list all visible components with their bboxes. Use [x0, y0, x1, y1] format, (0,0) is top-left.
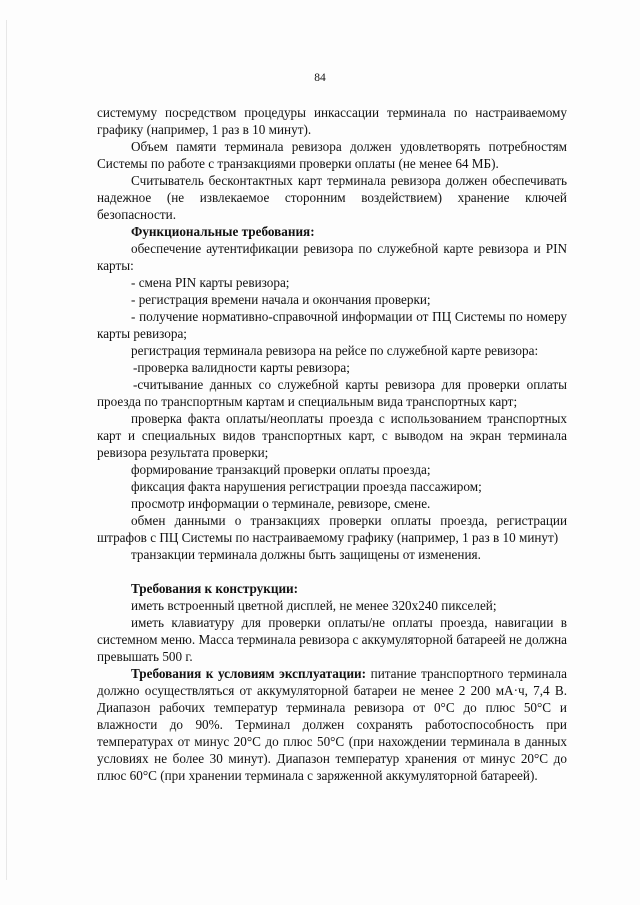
paragraph: просмотр информации о терминале, ревизоре, смене. [131, 496, 431, 511]
paragraph: системуму посредством процедуры инкассации терминала по настраиваемому графику (например, 1 раз в 10 минут). [97, 105, 567, 137]
list-item: -проверка валидности карты ревизора; [133, 360, 350, 375]
section-heading-inline: Требования к условиям эксплуатации: [131, 666, 367, 681]
list-item: - смена PIN карты ревизора; [131, 275, 290, 290]
page-number: 84 [314, 72, 326, 84]
scan-edge [6, 20, 7, 880]
paragraph: транзакции терминала должны быть защищены от изменения. [131, 547, 481, 562]
list-item: -считывание данных со служебной карты ревизора для проверки оплаты проезда по транспортным картам и специальным вида транспортных карт; [97, 377, 567, 409]
list-item: - получение нормативно-справочной информации от ПЦ Системы по номеру карты ревизора; [97, 309, 567, 341]
document-body [97, 104, 567, 784]
paragraph: фиксация факта нарушения регистрации проезда пассажиром; [131, 479, 482, 494]
section-heading: Функциональные требования: [131, 224, 315, 239]
paragraph: обеспечение аутентификации ревизора по служебной карте ревизора и PIN карты: [97, 241, 567, 273]
paragraph [97, 665, 567, 784]
paragraph: формирование транзакций проверки оплаты проезда; [131, 462, 431, 477]
paragraph: регистрация терминала ревизора на рейсе по служебной карте ревизора: [131, 343, 539, 358]
paragraph-text: питание транспортного терминала должно осуществляться от аккумуляторной батареи не менее 2 200 мА·ч, 7,4 В. Диапазон рабочих температур терминала ревизора от 0°С до плюс 50°С и влажности до 90%. Терминал должен сохранять работоспособность при температурах от минус 20°С до плюс 50°С (при нахождении терминала в данных условиях не более 30 минут). Диапазон температур хранения от минус 20°С до плюс 60°С (при хранении терминала с заряженной аккумуляторной батареей). [97, 666, 567, 783]
paragraph: Объем памяти терминала ревизора должен удовлетворять потребностям Системы по работе с транзакциями проверки оплаты (не менее 64 МБ). [97, 139, 567, 171]
paragraph: обмен данными о транзакциях проверки оплаты проезда, регистрации штрафов с ПЦ Системы по настраиваемому графику (например, 1 раз в 10 минут) [97, 513, 567, 545]
section-heading: Требования к конструкции: [131, 581, 299, 596]
paragraph: иметь клавиатуру для проверки оплаты/не оплаты проезда, навигации в системном меню. Масса терминала ревизора с аккумуляторной батареей не должна превышать 500 г. [97, 615, 567, 664]
list-item: - регистрация времени начала и окончания проверки; [131, 292, 431, 307]
paragraph: Считыватель бесконтактных карт терминала ревизора должен обеспечивать надежное (не извлекаемое сторонним воздействием) хранение ключей безопасности. [97, 173, 567, 222]
paragraph: проверка факта оплаты/неоплаты проезда с использованием транспортных карт и специальных видов транспортных карт, с выводом на экран терминала ревизора результата проверки; [97, 411, 567, 460]
paragraph: иметь встроенный цветной дисплей, не менее 320х240 пикселей; [131, 598, 497, 613]
spacer [97, 563, 567, 580]
